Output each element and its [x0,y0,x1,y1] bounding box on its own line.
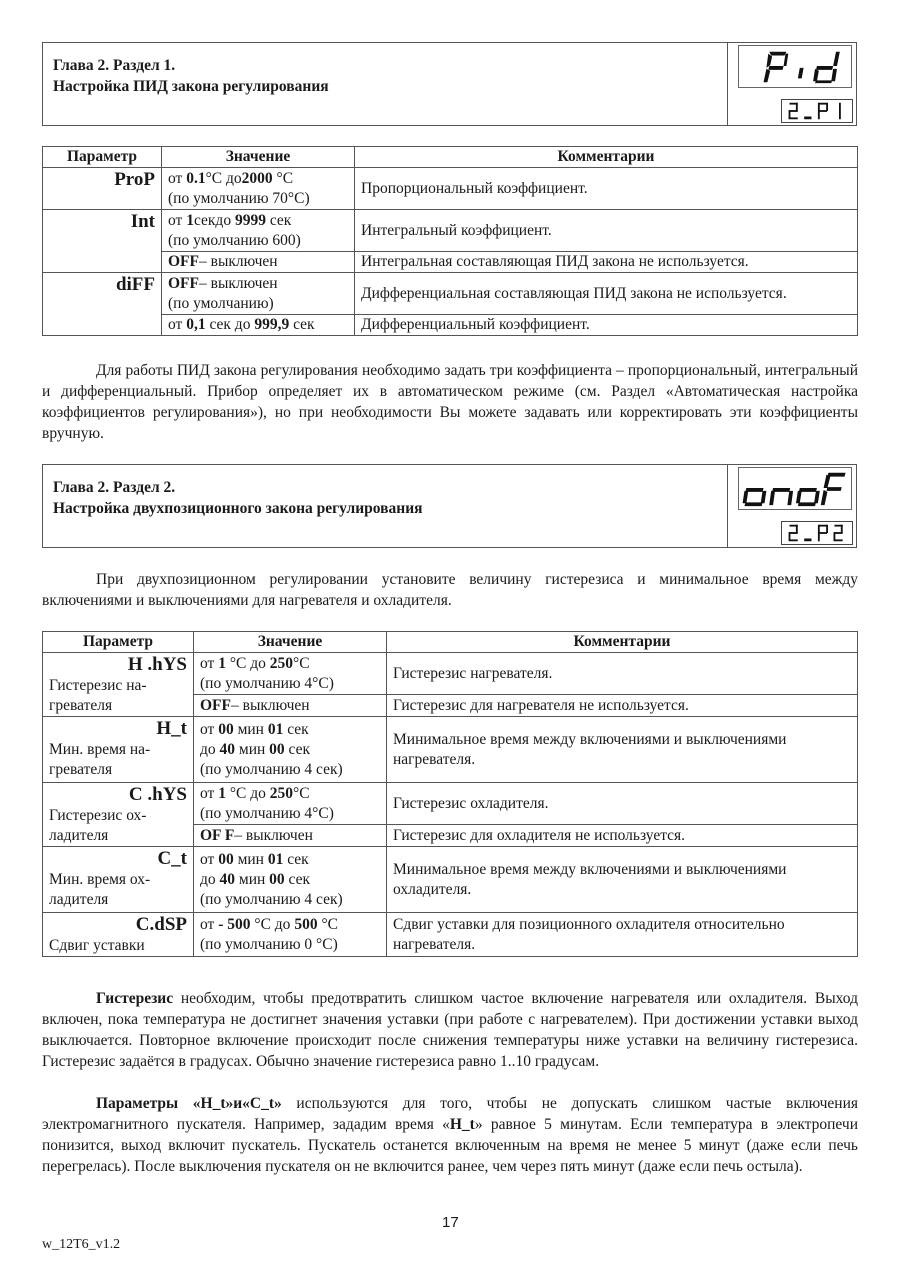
param-value: от - 500 °С до 500 °С (по умолчанию 0 °С) [194,913,387,957]
param-name: C.dSP [135,914,187,935]
param-comment: Дифференциальный коэффициент. [355,315,858,336]
hysteresis-paragraph: Гистерезис необходим, чтобы предотвратить слишком частое включение нагревателя или охладителя. Выход включен, пока температура не достигнет значения уставки (при работе с нагревателем). При достижении уставки выход выключается. Повторное включение происходит после снижения температуры ниже уставки на величину гистерезиса. Гистерезис задаётся в градусах. Обычно значение гистерезиса равно 1..10 градусам. [42,990,858,1070]
param-name-cell [43,653,194,717]
min-time-paragraph: Параметры «H_t»и«C_t» используются для того, чтобы не допускать слишком частые включения электромагнитного пускателя. Например, зададим время «H_t» равное 5 минутам. Если температура в электропечи понизится, выход включит пускатель. Пускатель останется включенным на время не менее 5 минут (даже если печь перегрелась). После выключения пускателя он не включится ранее, чем через пять минут (даже если печь остыла). [42,1095,859,1175]
table-row [43,273,858,315]
col-header-parameter: Параметр [43,147,162,168]
lcd-main-onof-icon [738,467,852,510]
param-comment: Интегральный коэффициент. [355,210,858,252]
param-comment: Минимальное время между включениями и выключениями охладителя. [387,847,858,913]
table-row [43,210,858,252]
param-name-cell [43,913,194,957]
param-value: от 1 °С до 250°С (по умолчанию 4°С) [194,653,387,695]
param-comment: Интегральная составляющая ПИД закона не используется. [355,252,858,273]
param-value: от 0,1 сек до 999,9 сек [162,315,355,336]
param-description: Сдвиг уставки [49,937,145,954]
param-name-cell [43,783,194,847]
col-header-comments: Комментарии [355,147,858,168]
section-title-block [43,43,728,125]
param-description: Мин. время ох-ладителя [49,871,151,908]
table-header-row [43,147,858,168]
param-name: diFF [43,273,162,336]
param-comment: Минимальное время между включениями и выключениями нагревателя. [387,717,858,783]
lcd-sub-2p1-icon [781,99,853,123]
pid-description-paragraph: Для работы ПИД закона регулирования необходимо задать три коэффициента – пропорциональный, интегральный и дифференциальный. Прибор определяет их в автоматическом режиме (см. Раздел «Автоматическая настройка коэффициентов регулирования»), но при необходимости Вы можете задавать или корректировать эти коэффициенты вручную. [42,362,858,442]
chapter-label: Глава 2. Раздел 1. [53,57,176,74]
param-comment: Гистерезис для охладителя не используется. [387,825,858,847]
section-header-onof [42,464,857,548]
param-description: Гистерезис на-гревателя [49,677,147,714]
param-name-cell [43,717,194,783]
param-value: от 00 мин 01 сек до 40 мин 00 сек (по умолчанию 4 сек) [194,847,387,913]
table-row [43,783,858,825]
onof-parameters-table [42,631,858,957]
param-name: C_t [157,848,187,869]
document-id: w_12T6_v1.2 [42,1237,121,1252]
param-value: OFF– выключен (по умолчанию) [162,273,355,315]
param-name-cell [43,847,194,913]
param-name: Int [43,210,162,273]
lcd-sub-2p2-icon [781,521,853,545]
page-number: 17 [442,1214,459,1231]
table-row [43,913,858,957]
lcd-display [728,465,856,547]
table-row [43,847,858,913]
section-title: Настройка ПИД закона регулирования [53,78,329,95]
param-value: OFF– выключен [162,252,355,273]
param-name: H .hYS [127,654,187,675]
col-header-parameter: Параметр [43,632,194,653]
param-value: OF F– выключен [194,825,387,847]
table-row [43,315,858,336]
param-comment: Гистерезис охладителя. [387,783,858,825]
section-title: Настройка двухпозиционного закона регулирования [53,500,423,517]
lcd-display [728,43,856,125]
table-row [43,168,858,210]
pid-parameters-table [42,146,858,336]
param-description: Мин. время на-гревателя [49,741,151,778]
param-comment: Сдвиг уставки для позиционного охладителя относительно нагревателя. [387,913,858,957]
param-name: H_t [156,718,187,739]
section-header-pid [42,42,857,126]
param-comment: Пропорциональный коэффициент. [355,168,858,210]
param-value: от 0.1°С до2000 °С (по умолчанию 70°С) [162,168,355,210]
lcd-main-pid-icon [738,45,852,88]
param-comment: Гистерезис для нагревателя не используется. [387,695,858,717]
param-comment: Дифференциальная составляющая ПИД закона не используется. [355,273,858,315]
param-comment: Гистерезис нагревателя. [387,653,858,695]
table-row [43,653,858,695]
param-value: OFF– выключен [194,695,387,717]
param-value: от 1 °С до 250°С (по умолчанию 4°С) [194,783,387,825]
param-description: Гистерезис ох-ладителя [49,807,147,844]
onof-description-paragraph: При двухпозиционном регулировании установите величину гистерезиса и минимальное время между включениями и выключениями для нагревателя и охладителя. [42,571,858,609]
table-row [43,252,858,273]
col-header-comments: Комментарии [387,632,858,653]
col-header-value: Значение [194,632,387,653]
param-value: от 00 мин 01 сек до 40 мин 00 сек (по умолчанию 4 сек) [194,717,387,783]
table-row [43,717,858,783]
section-title-block [43,465,728,547]
param-value: от 1секдо 9999 сек (по умолчанию 600) [162,210,355,252]
chapter-label: Глава 2. Раздел 2. [53,479,176,496]
param-name: C .hYS [128,784,187,805]
table-header-row [43,632,858,653]
col-header-value: Значение [162,147,355,168]
param-name: ProP [43,168,162,210]
